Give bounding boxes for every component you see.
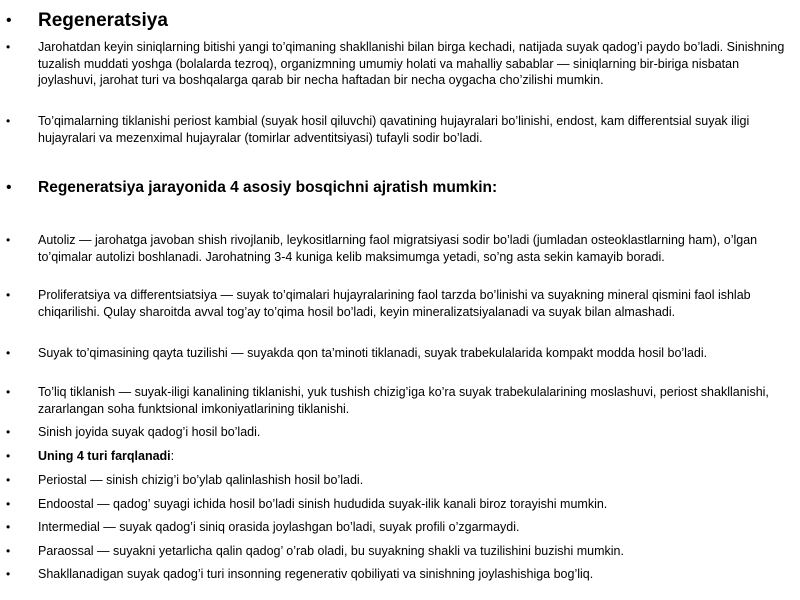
bullet-icon: • bbox=[6, 12, 12, 29]
bullet-icon: • bbox=[6, 233, 11, 247]
bullet-icon: • bbox=[6, 179, 12, 196]
stage-text: To’liq tiklanish — suyak-iligi kanalining tiklanishi, yuk tushish chizig’iga ko’ra suyak trabekulalarining moslashuvi, periost shakllanishi, zararlangan soha funktsional imkoniyatlarining tiklanishi. bbox=[38, 385, 769, 416]
type-text: Shakllanadigan suyak qadog’i turi insonning regenerativ qobiliyati va sinishning joylashishiga bog’liq. bbox=[38, 567, 594, 581]
bullet-icon: • bbox=[6, 520, 11, 534]
slide-title: Regeneratsiya bbox=[38, 10, 168, 31]
bullet-icon: • bbox=[6, 544, 11, 558]
intro-bullet-text: To’qimalarning tiklanishi periost kambial (suyak hosil qiluvchi) qavatining hujayralari bo’linishi, endost, kam differentsial suyak iligi hujayralari va mezenximal hujayralar (tomirlar adventitsiyasi) tufayli sodir bo’ladi. bbox=[38, 114, 750, 145]
types-label-tail: : bbox=[170, 449, 175, 463]
bullet-icon: • bbox=[6, 40, 11, 54]
type-text: Intermedial — suyak qadog’i siniq orasida joylashgan bo’ladi, suyak profili o’zgarmaydi. bbox=[38, 520, 520, 534]
type-text: Periostal — sinish chizig’i bo’ylab qalinlashish hosil bo’ladi. bbox=[38, 473, 364, 487]
bullet-icon: • bbox=[6, 473, 11, 487]
intro-bullet-text: Jarohatdan keyin siniqlarning bitishi yangi to’qimaning shakllanishi bilan birga kechadi, natijada suyak qadog’i paydo bo’ladi. Sinishning tuzalish muddati yoshga (bolalarda tezroq), organizmning umumiy holati va mahalliy sabablar — siniqlarning bir-biriga nisbatan joylashuvi, jarohat turi va boshqalarga qarab bir necha haftadan bir necha oygacha cho’zilishi mumkin. bbox=[38, 40, 785, 88]
types-label bbox=[38, 448, 788, 465]
bullet-icon: • bbox=[6, 346, 11, 360]
stage-text: Proliferatsiya va differentsiatsiya — suyak to’qimalari hujayralarining faol tarzda bo’linishi va suyakning mineral qismini faol ishlab chiqarilishi. Qulay sharoitda avval tog’ay to’qima hosil bo’ladi, keyin mineralizatsiyalanadi va suyak bilan almashadi. bbox=[38, 288, 751, 319]
stage-text: Sinish joyida suyak qadog’i hosil bo’ladi. bbox=[38, 425, 261, 439]
stages-heading: Regeneratsiya jarayonida 4 asosiy bosqichni ajratish mumkin: bbox=[38, 179, 498, 196]
types-label-bold: Uning 4 turi farqlanadi bbox=[38, 449, 171, 463]
bullet-icon: • bbox=[6, 385, 11, 399]
stage-text: Suyak to’qimasining qayta tuzilishi — suyakda qon ta’minoti tiklanadi, suyak trabekulalarida kompakt modda hosil bo’ladi. bbox=[38, 346, 708, 360]
type-text: Paraossal — suyakni yetarlicha qalin qadog’ o’rab oladi, bu suyakning shakli va tuzilishini buzishi mumkin. bbox=[38, 544, 624, 558]
bullet-icon: • bbox=[6, 425, 11, 439]
bullet-icon: • bbox=[6, 114, 11, 128]
bullet-icon: • bbox=[6, 497, 11, 511]
bullet-icon: • bbox=[6, 567, 11, 581]
bullet-icon: • bbox=[6, 449, 11, 463]
type-text: Endoostal — qadog’ suyagi ichida hosil bo’ladi sinish hududida suyak-ilik kanali biroz torayishi mumkin. bbox=[38, 497, 608, 511]
bullet-icon: • bbox=[6, 288, 11, 302]
stage-text: Autoliz — jarohatga javoban shish rivojlanib, leykositlarning faol migratsiyasi sodir bo’ladi (jumladan osteoklastlarning ham), o’lgan to’qimalar autolizi boshlanadi. Jarohatning 3-4 kuniga kelib maksimumga yetadi, so’ng asta sekin kamayib boradi. bbox=[38, 233, 758, 264]
